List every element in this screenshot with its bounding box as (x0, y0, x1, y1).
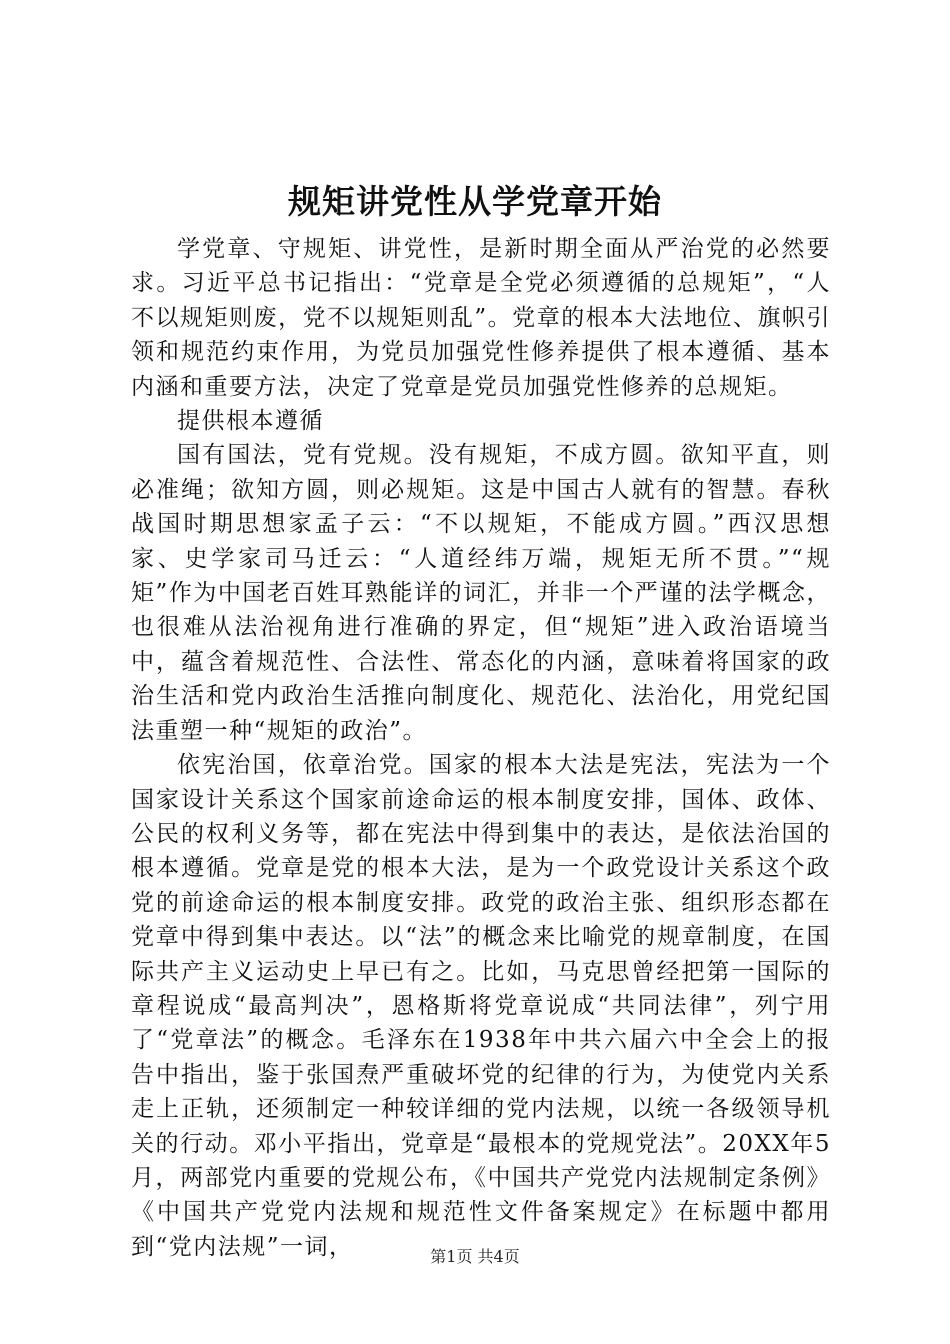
paragraph-intro: 学党章、守规矩、讲党性，是新时期全面从严治党的必然要求。习近平总书记指出：“党章是全党必须遵循的总规矩”，“人不以规矩则废，党不以规矩则乱”。党章的根本大法地位、旗帜引领和规范约束作用，为党员加强党性修养提供了根本遵循、基本内涵和重要方法，决定了党章是党员加强党性修养的总规矩。 (131, 236, 831, 400)
paragraph-rules: 国有国法，党有党规。没有规矩，不成方圆。欲知平直，则必准绳；欲知方圆，则必规矩。这是中国古人就有的智慧。春秋战国时期思想家孟子云：“不以规矩，不能成方圆。”西汉思想家、史学家司马迁云：“人道经纬万端，规矩无所不贯。”“规矩”作为中国老百姓耳熟能详的词汇，并非一个严谨的法学概念，也很难从法治视角进行准确的界定，但“规矩”进入政治语境当中，蕴含着规范性、合法性、常态化的内涵，意味着将国家的政治生活和党内政治生活推向制度化、规范化、法治化，用党纪国法重塑一种“规矩的政治”。 (131, 442, 831, 744)
section-heading: 提供根本遵循 (177, 408, 324, 435)
document-body (131, 232, 831, 1264)
paragraph-constitution: 依宪治国，依章治党。国家的根本大法是宪法，宪法为一个国家设计关系这个国家前途命运的根本制度安排，国体、政体、公民的权利义务等，都在宪法中得到集中的表达，是依法治国的根本遵循。党章是党的根本大法，是为一个政党设计关系这个政党的前途命运的根本制度安排。政党的政治主张、组织形态都在党章中得到集中表达。以“法”的概念来比喻党的规章制度，在国际共产主义运动史上早已有之。比如，马克思曾经把第一国际的章程说成“最高判决”，恩格斯将党章说成“共同法律”，列宁用了“党章法”的概念。毛泽东在1938年中共六届六中全会上的报告中指出，鉴于张国焘严重破坏党的纪律的行为，为使党内关系走上正轨，还须制定一种较详细的党内法规，以统一各级领导机关的行动。邓小平指出，党章是“最根本的党规党法”。20XX年5月，两部党内重要的党规公布，《中国共产党党内法规制定条例》《中国共产党党内法规和规范性文件备案规定》在标题中都用到“党内法规”一词， (131, 752, 831, 1260)
page-footer: 第1页 共4页 (430, 1247, 520, 1266)
document-title: 规矩讲党性从学党章开始 (288, 182, 662, 221)
